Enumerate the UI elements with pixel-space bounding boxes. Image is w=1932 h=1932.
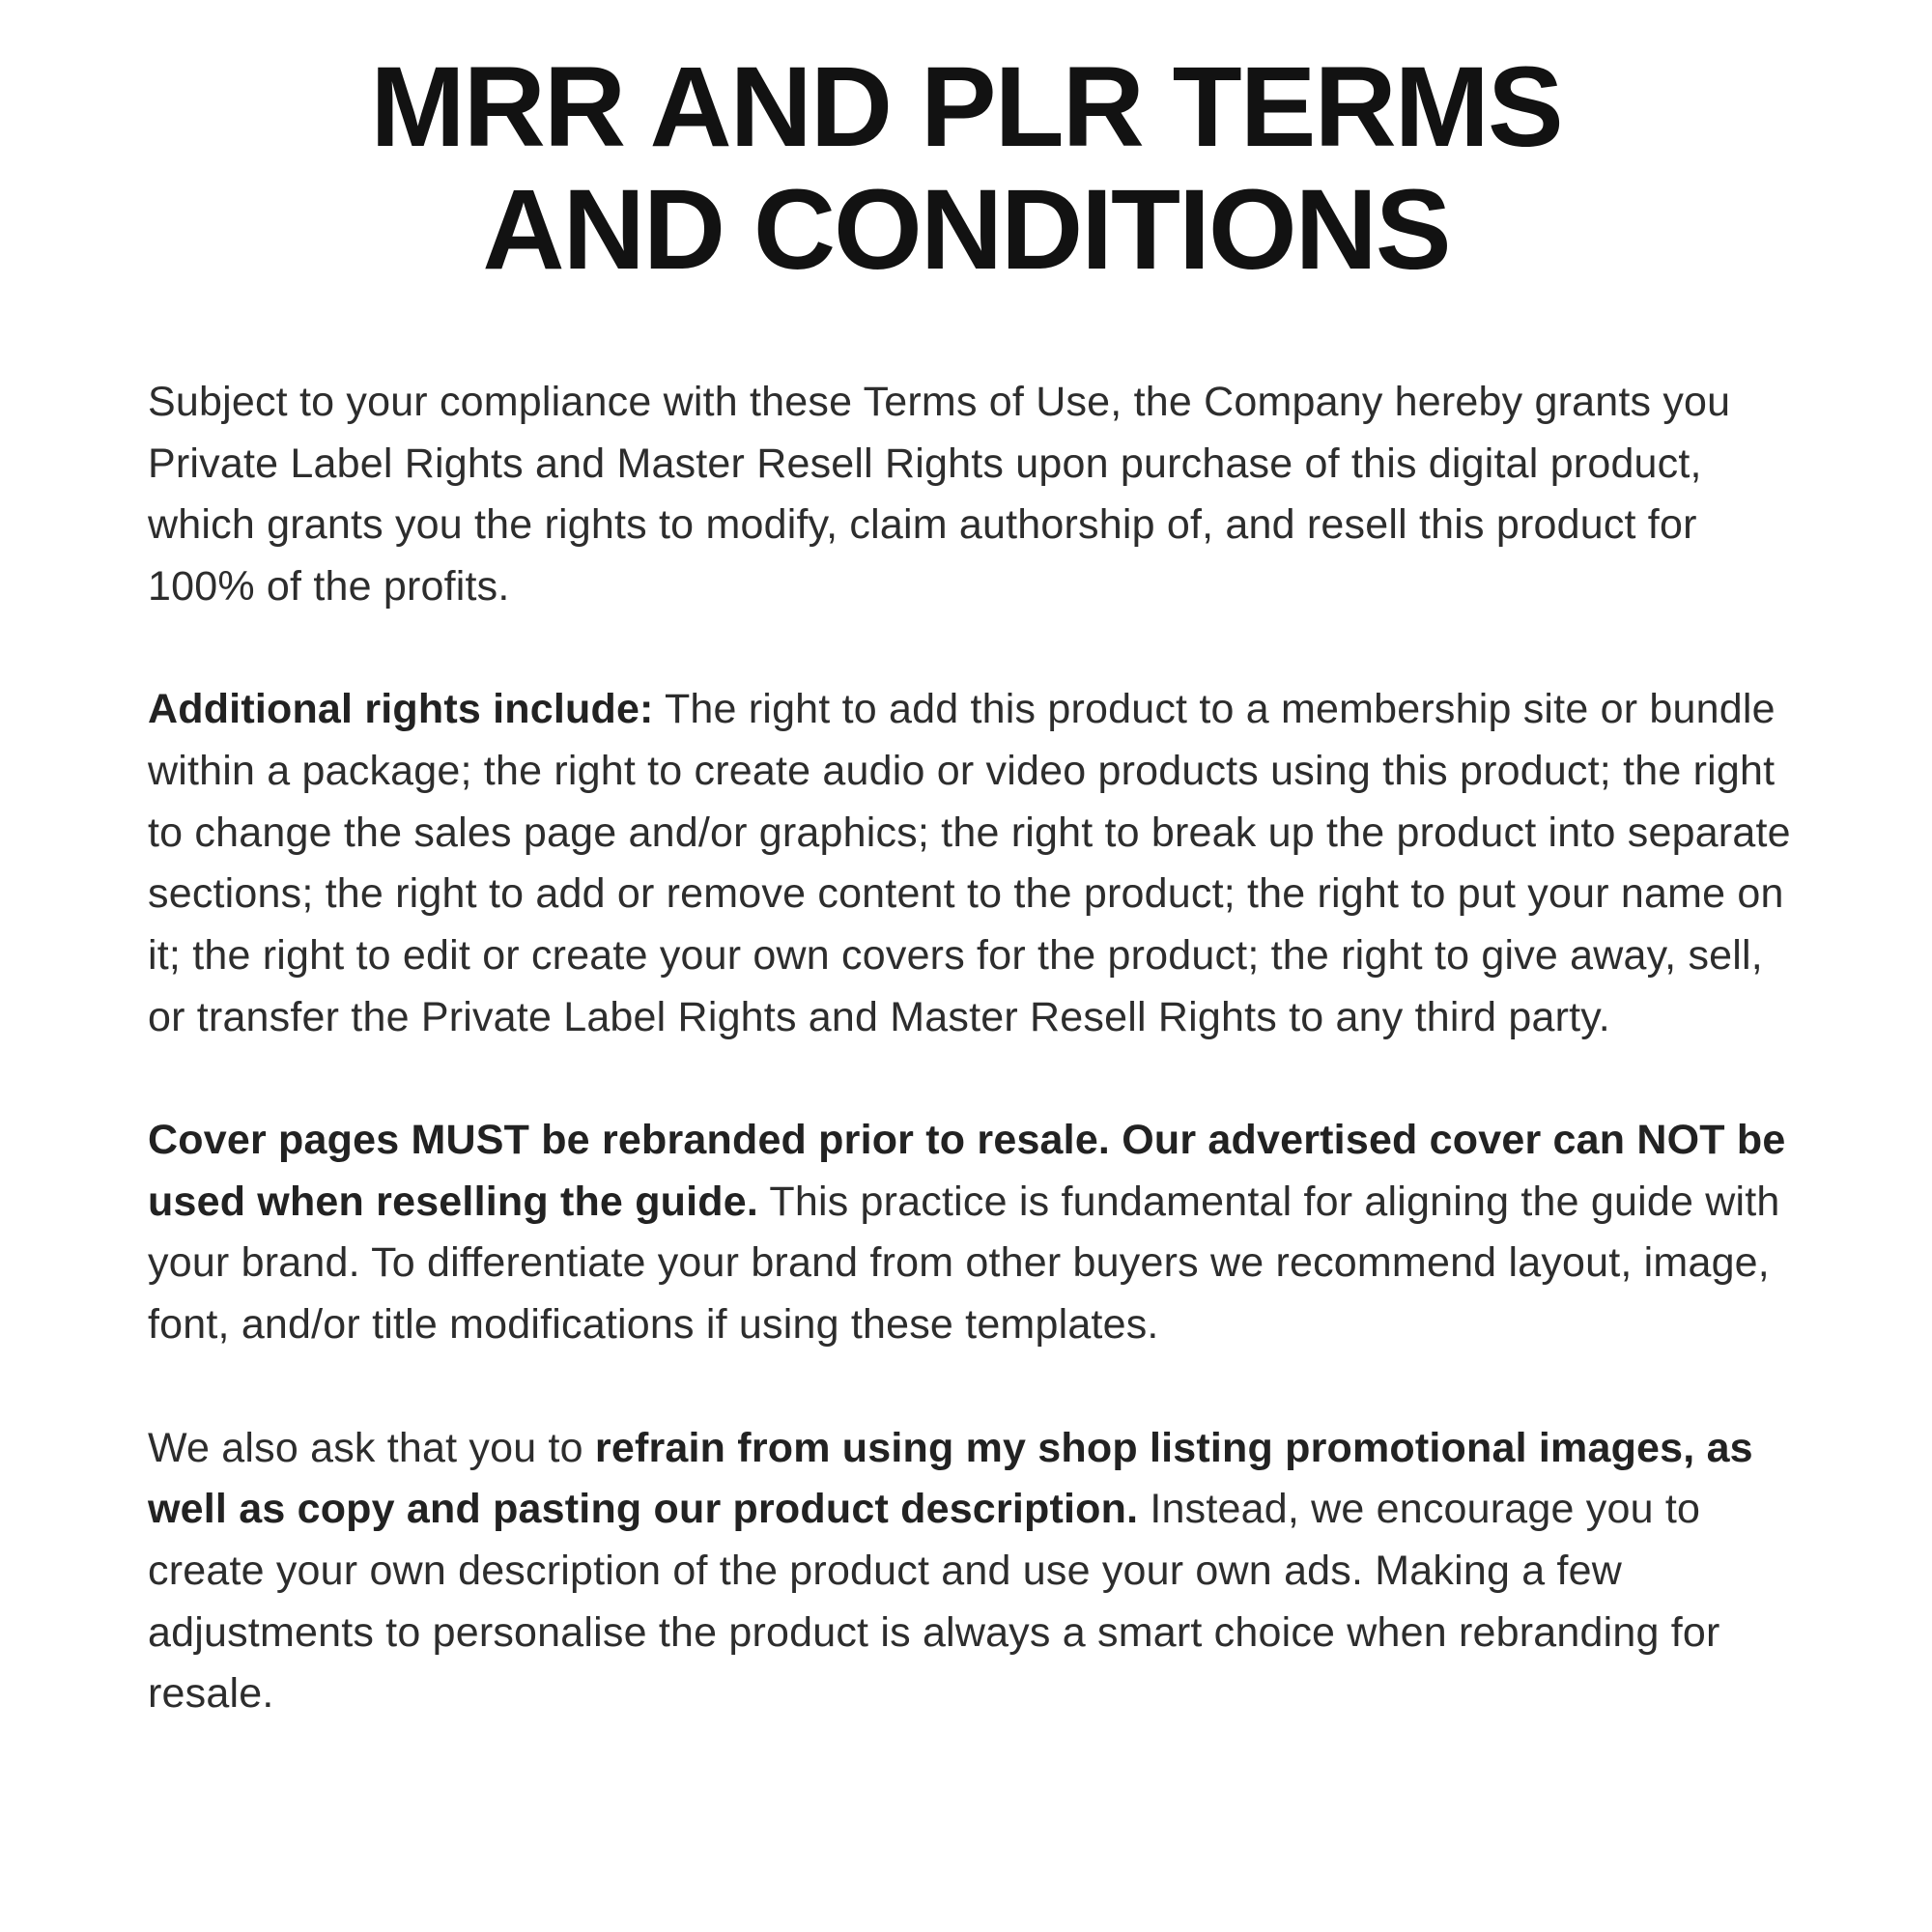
paragraph-promotional-images <box>148 1418 1804 1725</box>
text-segment: Instead, we encourage you to create your own description of the product and use your own ads. Making a few adjustments to personalise the product is always a smart choice when rebranding for resale. <box>148 1486 1720 1718</box>
paragraph-additional-rights <box>148 679 1804 1048</box>
page-title <box>0 0 1932 293</box>
text-segment-bold: Additional rights include: <box>148 686 654 733</box>
paragraph-cover-rebranding <box>148 1110 1804 1356</box>
page-title-line-2: AND CONDITIONS <box>482 166 1450 295</box>
document-body <box>0 372 1932 1725</box>
paragraph-grant-of-rights <box>148 372 1804 618</box>
text-segment: We also ask that you to <box>148 1424 595 1471</box>
page-title-line-1: MRR AND PLR TERMS <box>370 43 1562 171</box>
text-segment: The right to add this product to a membership site or bundle within a package; the right to create audio or video products using this product; the right to change the sales page and/or graphics; the right to break up the product into separate sections; the right to add or remove content to the product; the right to put your name on it; the right to edit or create your own covers for the product; the right to give away, sell, or transfer the Private Label Rights and Master Resell Rights to any third party. <box>148 686 1791 1040</box>
text-segment: This practice is fundamental for aligning the guide with your brand. To differentiate your brand from other buyers we recommend layout, image, font, and/or title modifications if using these templates. <box>148 1178 1780 1348</box>
text-segment: Subject to your compliance with these Terms of Use, the Company hereby grants you Private Label Rights and Master Resell Rights upon purchase of this digital product, which grants you the rights to modify, claim authorship of, and resell this product for 100% of the profits. <box>148 378 1731 610</box>
text-segment-bold: refrain from using my shop listing promotional images, as well as copy and pasting our product description. <box>148 1424 1753 1533</box>
text-segment-bold: Cover pages MUST be rebranded prior to resale. Our advertised cover can NOT be used when reselling the guide. <box>148 1117 1786 1225</box>
